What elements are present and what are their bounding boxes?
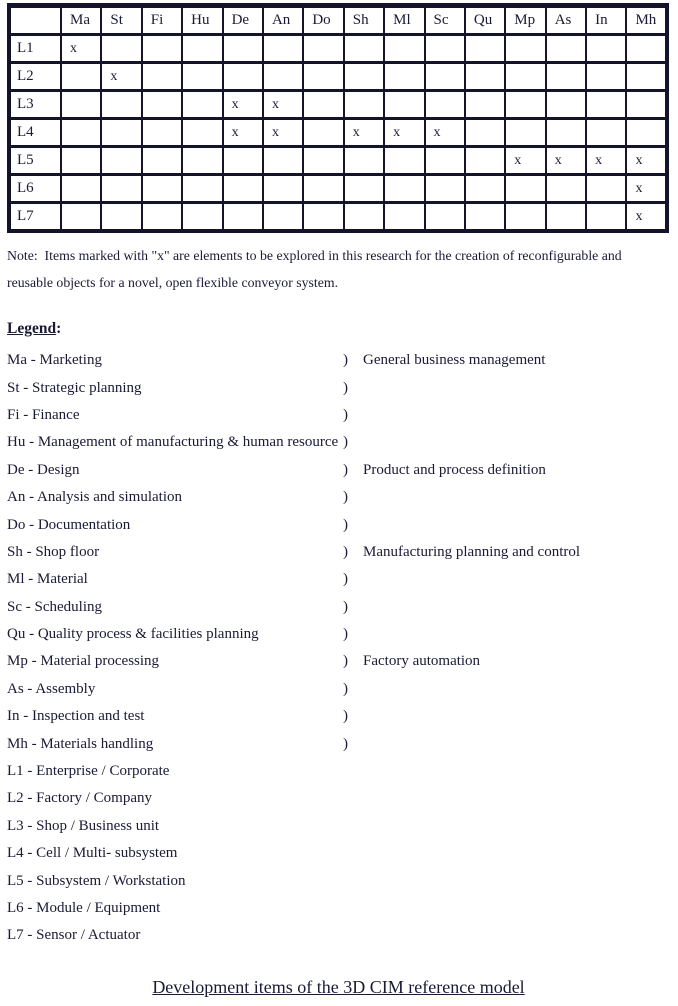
matrix-cell — [505, 63, 545, 91]
legend-heading-colon: : — [56, 320, 62, 337]
matrix-row-l4 — [9, 119, 667, 147]
matrix-cell — [263, 63, 303, 91]
matrix-cell — [61, 203, 101, 232]
matrix-cell — [384, 175, 424, 203]
legend-term: Do - Documentation — [7, 516, 131, 533]
matrix-row-label: L6 — [9, 175, 61, 203]
legend-brace: ) — [343, 406, 348, 423]
note-line-1: Note: Items marked with "x" are elements to be explored in this research for the creation of reconfigurable and — [7, 248, 622, 263]
legend-term: Hu - Management of manufacturing & human resource — [7, 434, 339, 451]
matrix-cell: x — [626, 203, 667, 232]
matrix-cell — [626, 63, 667, 91]
matrix-cell — [303, 203, 343, 232]
legend-term: De - Design — [7, 461, 80, 478]
legend-brace: ) — [343, 379, 348, 396]
legend-item — [7, 457, 670, 484]
matrix-cell — [546, 35, 586, 63]
legend-brace: ) — [343, 735, 348, 752]
matrix-cell — [142, 147, 182, 175]
matrix-cell — [223, 175, 263, 203]
legend-brace: ) — [343, 516, 348, 533]
matrix-cell: x — [344, 119, 384, 147]
legend-item — [7, 895, 670, 922]
legend-item — [7, 347, 670, 374]
legend-term: Ml - Material — [7, 571, 88, 588]
matrix-cell — [586, 175, 626, 203]
matrix-row-l6 — [9, 175, 667, 203]
matrix-cell — [586, 91, 626, 119]
legend-item — [7, 840, 670, 867]
legend-group-label: Product and process definition — [363, 461, 546, 478]
legend-item — [7, 648, 670, 675]
legend-item — [7, 566, 670, 593]
matrix-col-header-sc: Sc — [425, 6, 465, 35]
matrix-row-l2 — [9, 63, 667, 91]
legend-item — [7, 758, 670, 785]
legend-group-label: General business management — [363, 352, 546, 369]
matrix-row-l3 — [9, 91, 667, 119]
matrix-cell — [465, 91, 505, 119]
matrix-row-l7 — [9, 203, 667, 232]
matrix-col-header-ma: Ma — [61, 6, 101, 35]
legend-term: L5 - Subsystem / Workstation — [7, 872, 186, 889]
legend-term: As - Assembly — [7, 680, 96, 697]
matrix-cell — [223, 203, 263, 232]
matrix-cell — [142, 203, 182, 232]
matrix-cell: x — [223, 91, 263, 119]
matrix-cell — [384, 203, 424, 232]
matrix-col-header-qu: Qu — [465, 6, 505, 35]
matrix-cell — [505, 35, 545, 63]
matrix-cell: x — [263, 91, 303, 119]
legend-term: L1 - Enterprise / Corporate — [7, 763, 170, 780]
matrix-cell — [142, 175, 182, 203]
matrix-cell — [425, 63, 465, 91]
legend-group-label: Manufacturing planning and control — [363, 543, 581, 560]
matrix-cell — [425, 147, 465, 175]
matrix-cell — [586, 119, 626, 147]
legend-heading-label: Legend — [7, 320, 57, 337]
legend-term: Mh - Materials handling — [7, 735, 154, 752]
matrix-cell — [61, 119, 101, 147]
legend-item — [7, 429, 670, 456]
matrix-cell — [303, 119, 343, 147]
matrix-cell — [546, 119, 586, 147]
matrix-cell — [303, 175, 343, 203]
matrix-cell — [263, 147, 303, 175]
matrix-cell: x — [384, 119, 424, 147]
note-line-2: reusable objects for a novel, open flexible conveyor system. — [7, 275, 339, 290]
matrix-cell — [263, 175, 303, 203]
legend-term: Fi - Finance — [7, 406, 80, 423]
matrix-col-header-mp: Mp — [505, 6, 545, 35]
matrix-cell — [546, 203, 586, 232]
matrix-cell — [182, 175, 222, 203]
matrix-cell — [182, 203, 222, 232]
matrix-cell — [465, 147, 505, 175]
matrix-cell — [61, 147, 101, 175]
legend-brace: ) — [343, 626, 348, 643]
matrix-cell — [263, 203, 303, 232]
legend-term: L3 - Shop / Business unit — [7, 817, 160, 834]
matrix-cell — [546, 63, 586, 91]
matrix-cell — [61, 63, 101, 91]
matrix-col-header-st: St — [101, 6, 141, 35]
matrix-cell — [101, 119, 141, 147]
legend-brace: ) — [343, 434, 348, 451]
legend-brace: ) — [343, 543, 348, 560]
legend-brace: ) — [343, 352, 348, 369]
legend-item — [7, 374, 670, 401]
legend-item — [7, 867, 670, 894]
legend-item — [7, 730, 670, 757]
matrix-row-label: L7 — [9, 203, 61, 232]
legend-item — [7, 703, 670, 730]
matrix-row-label: L1 — [9, 35, 61, 63]
matrix-cell — [465, 63, 505, 91]
matrix-cell — [465, 203, 505, 232]
matrix-cell — [344, 91, 384, 119]
matrix-cell — [626, 119, 667, 147]
matrix-cell — [586, 35, 626, 63]
matrix-cell — [142, 91, 182, 119]
matrix-cell: x — [425, 119, 465, 147]
matrix-cell — [384, 147, 424, 175]
legend-group-label: Factory automation — [363, 653, 481, 670]
matrix-cell — [344, 203, 384, 232]
matrix-col-header-hu: Hu — [182, 6, 222, 35]
matrix-cell: x — [626, 175, 667, 203]
legend-brace: ) — [343, 461, 348, 478]
matrix-cell — [101, 35, 141, 63]
matrix-row-label: L3 — [9, 91, 61, 119]
matrix-cell — [182, 35, 222, 63]
matrix-cell — [344, 147, 384, 175]
development-matrix — [7, 3, 669, 233]
matrix-cell — [344, 35, 384, 63]
matrix-cell — [626, 91, 667, 119]
matrix-head — [9, 6, 667, 35]
legend-item — [7, 621, 670, 648]
matrix-cell — [263, 35, 303, 63]
matrix-row-l1 — [9, 35, 667, 63]
matrix-cell — [465, 35, 505, 63]
matrix-cell — [384, 35, 424, 63]
matrix-cell — [425, 35, 465, 63]
matrix-col-header-as: As — [546, 6, 586, 35]
matrix-col-header-fi: Fi — [142, 6, 182, 35]
matrix-corner-cell — [9, 6, 61, 35]
matrix-cell: x — [626, 147, 667, 175]
matrix-cell — [546, 91, 586, 119]
matrix-cell — [61, 175, 101, 203]
legend-term: St - Strategic planning — [7, 379, 142, 396]
matrix-col-header-de: De — [223, 6, 263, 35]
legend-item — [7, 484, 670, 511]
matrix-cell: x — [505, 147, 545, 175]
matrix-body — [9, 35, 667, 232]
matrix-cell — [142, 63, 182, 91]
legend-term: L6 - Module / Equipment — [7, 900, 161, 916]
matrix-cell — [465, 175, 505, 203]
legend-item — [7, 785, 670, 812]
matrix-cell — [425, 203, 465, 232]
legend-brace: ) — [343, 653, 348, 670]
matrix-cell: x — [263, 119, 303, 147]
matrix-cell — [586, 63, 626, 91]
legend-term: L2 - Factory / Company — [7, 790, 152, 807]
figure-caption-text: Development items of the 3D CIM reference model — [152, 976, 525, 997]
matrix-cell — [626, 35, 667, 63]
note — [7, 242, 670, 296]
matrix-cell — [303, 91, 343, 119]
matrix-cell — [546, 175, 586, 203]
matrix-cell — [344, 175, 384, 203]
matrix-cell — [101, 175, 141, 203]
legend-item — [7, 402, 670, 429]
legend-brace: ) — [343, 598, 348, 615]
matrix-cell — [101, 147, 141, 175]
matrix-cell — [182, 147, 222, 175]
matrix-cell — [142, 119, 182, 147]
matrix-cell — [344, 63, 384, 91]
matrix-cell — [425, 175, 465, 203]
matrix-cell — [465, 119, 505, 147]
matrix-cell — [505, 203, 545, 232]
matrix-cell: x — [546, 147, 586, 175]
legend-brace: ) — [343, 708, 348, 725]
matrix-row-label: L5 — [9, 147, 61, 175]
matrix-col-header-in: In — [586, 6, 626, 35]
matrix-row-l5 — [9, 147, 667, 175]
legend-term: Qu - Quality process & facilities planning — [7, 626, 259, 643]
legend-term: L7 - Sensor / Actuator — [7, 927, 141, 944]
figure-caption — [7, 977, 670, 998]
legend-item — [7, 594, 670, 621]
legend-brace: ) — [343, 571, 348, 588]
matrix-row-label: L2 — [9, 63, 61, 91]
legend-term: In - Inspection and test — [7, 708, 145, 725]
matrix-cell — [505, 91, 545, 119]
matrix-row-label: L4 — [9, 119, 61, 147]
legend-term: L4 - Cell / Multi- subsystem — [7, 845, 178, 862]
legend-item — [7, 922, 670, 949]
matrix-cell: x — [586, 147, 626, 175]
matrix-cell: x — [223, 119, 263, 147]
legend-item — [7, 813, 670, 840]
matrix-cell: x — [101, 63, 141, 91]
matrix-col-header-do: Do — [303, 6, 343, 35]
legend-item — [7, 539, 670, 566]
matrix-header-row — [9, 6, 667, 35]
matrix-cell — [142, 35, 182, 63]
matrix-col-header-ml: Ml — [384, 6, 424, 35]
matrix-cell — [223, 35, 263, 63]
matrix-col-header-mh: Mh — [626, 6, 667, 35]
matrix-cell — [61, 91, 101, 119]
legend-item — [7, 676, 670, 703]
legend-term: Ma - Marketing — [7, 352, 102, 369]
legend-term: An - Analysis and simulation — [7, 489, 182, 506]
matrix-cell — [425, 91, 465, 119]
matrix-cell — [101, 203, 141, 232]
legend-brace: ) — [343, 680, 348, 697]
matrix-cell — [182, 63, 222, 91]
matrix-cell — [505, 175, 545, 203]
matrix-cell — [505, 119, 545, 147]
matrix-cell — [303, 147, 343, 175]
matrix-col-header-an: An — [263, 6, 303, 35]
matrix-cell — [223, 147, 263, 175]
legend-term: Mp - Material processing — [7, 653, 160, 670]
matrix-cell — [303, 35, 343, 63]
matrix-col-header-sh: Sh — [344, 6, 384, 35]
matrix-cell — [384, 91, 424, 119]
legend-list — [7, 347, 670, 950]
matrix-cell: x — [61, 35, 101, 63]
matrix-cell — [182, 119, 222, 147]
matrix-cell — [223, 63, 263, 91]
legend-item — [7, 511, 670, 538]
matrix-cell — [101, 91, 141, 119]
legend-heading — [7, 320, 670, 340]
legend-brace: ) — [343, 489, 348, 506]
matrix-cell — [384, 63, 424, 91]
matrix-cell — [182, 91, 222, 119]
legend-term: Sc - Scheduling — [7, 598, 102, 615]
matrix-cell — [303, 63, 343, 91]
matrix-cell — [586, 203, 626, 232]
legend-term: Sh - Shop floor — [7, 543, 100, 560]
